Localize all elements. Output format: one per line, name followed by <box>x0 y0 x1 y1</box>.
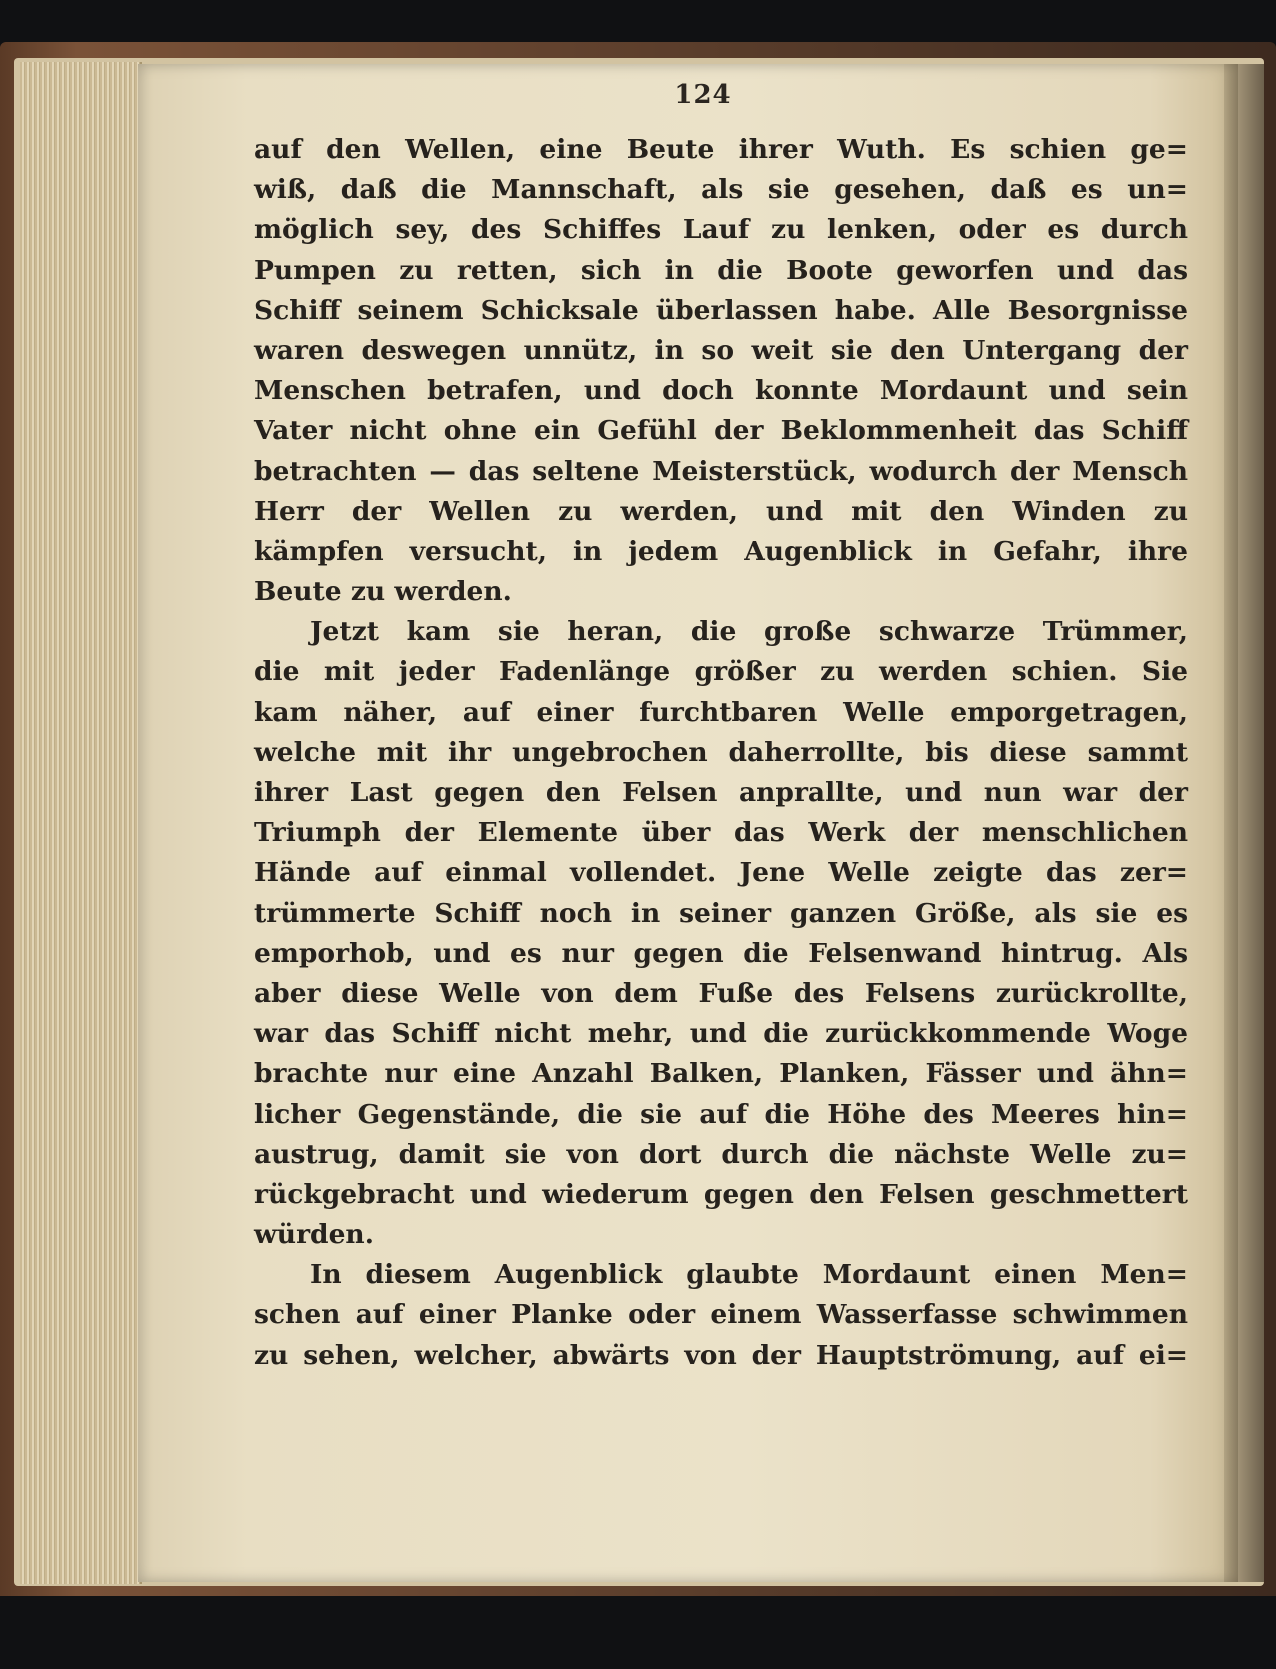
page-number: 124 <box>674 80 732 110</box>
text-line: Pumpen zu retten, sich in die Boote geworfen und das <box>254 254 1188 286</box>
text-line: war das Schiff nicht mehr, und die zurückkommende Woge <box>254 1018 1188 1050</box>
text-line: Herr der Wellen zu werden, und mit den Winden zu <box>254 495 1188 527</box>
text-line: trümmerte Schiff noch in seiner ganzen Größe, als sie es <box>254 897 1188 929</box>
text-line: waren deswegen unnütz, in so weit sie den Untergang der <box>254 334 1188 366</box>
text-line: ihrer Last gegen den Felsen anprallte, und nun war der <box>254 777 1188 808</box>
text-line: aber diese Welle von dem Fuße des Felsens zurückrollte, <box>254 977 1188 1009</box>
text-line: In diesem Augenblick glaubte Mordaunt einen Men= <box>310 1259 1188 1291</box>
text-line: rückgebracht und wiederum gegen den Felsen geschmettert <box>254 1178 1188 1210</box>
text-line: betrachten — das seltene Meisterstück, wodurch der Mensch <box>254 455 1188 487</box>
text-line: Hände auf einmal vollendet. Jene Welle zeigte das zer= <box>254 857 1188 889</box>
text-line: möglich sey, des Schiffes Lauf zu lenken, oder es durch <box>254 214 1188 246</box>
top-background <box>0 0 1276 46</box>
text-line: Beute zu werden. <box>254 576 512 608</box>
text-line: brachte nur eine Anzahl Balken, Planken, Fässer und ähn= <box>254 1058 1188 1090</box>
text-line: würden. <box>254 1219 374 1251</box>
gutter-shadow <box>1224 64 1264 1582</box>
text-line: schen auf einer Planke oder einem Wasserfasse schwimmen <box>254 1299 1188 1331</box>
text-line: Jetzt kam sie heran, die große schwarze Trümmer, <box>310 616 1188 648</box>
text-line: kam näher, auf einer furchtbaren Welle emporgetragen, <box>254 696 1188 728</box>
left-page-edges <box>20 62 142 1584</box>
text-line: auf den Wellen, eine Beute ihrer Wuth. Es schien ge= <box>254 134 1188 165</box>
text-line: Menschen betrafen, und doch konnte Mordaunt und sein <box>254 375 1188 407</box>
text-line: Triumph der Elemente über das Werk der menschlichen <box>254 817 1188 849</box>
text-line: kämpfen versucht, in jedem Augenblick in Gefahr, ihre <box>254 535 1188 567</box>
text-line: licher Gegenstände, die sie auf die Höhe des Meeres hin= <box>254 1098 1188 1130</box>
text-line: Schiff seinem Schicksale überlassen habe. Alle Besorgnisse <box>254 294 1188 326</box>
text-line: wiß, daß die Mannschaft, als sie gesehen, daß es un= <box>254 174 1188 206</box>
text-line: Vater nicht ohne ein Gefühl der Beklommenheit das Schiff <box>254 415 1188 447</box>
text-line: zu sehen, welcher, abwärts von der Hauptströmung, auf ei= <box>254 1339 1188 1371</box>
text-line: die mit jeder Fadenlänge größer zu werden schien. Sie <box>254 656 1188 688</box>
bottom-background <box>0 1596 1276 1669</box>
text-line: emporhob, und es nur gegen die Felsenwand hintrug. Als <box>254 937 1188 969</box>
text-line: welche mit ihr ungebrochen daherrollte, bis diese sammt <box>254 736 1188 768</box>
text-line: austrug, damit sie von dort durch die nächste Welle zu= <box>254 1138 1188 1170</box>
body-text <box>254 130 1188 1376</box>
